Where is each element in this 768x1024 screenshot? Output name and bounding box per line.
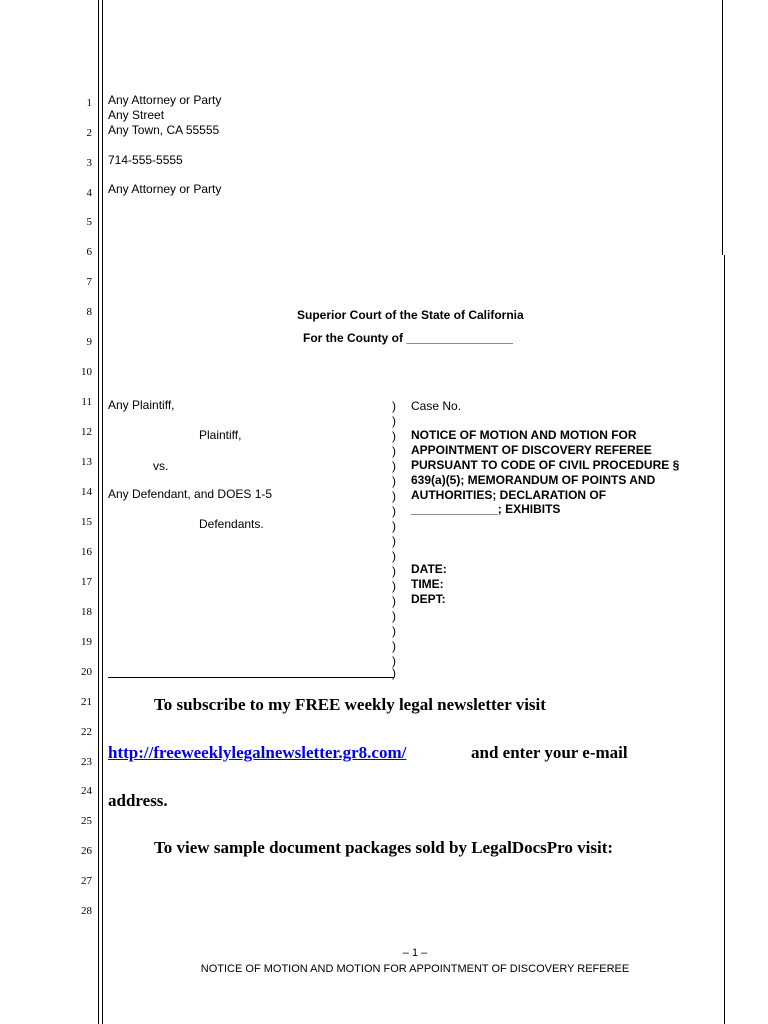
line-number: 6 bbox=[86, 246, 92, 258]
address-text: address. bbox=[108, 791, 168, 810]
line-number: 18 bbox=[81, 606, 92, 618]
line-number: 16 bbox=[81, 546, 92, 558]
court-name: Superior Court of the State of California bbox=[297, 308, 524, 322]
caption-bottom-rule bbox=[108, 677, 394, 678]
footer-title: NOTICE OF MOTION AND MOTION FOR APPOINTMENT OF DISCOVERY REFEREE bbox=[200, 963, 630, 975]
line-number: 27 bbox=[81, 875, 92, 887]
caption-paren: ) bbox=[392, 609, 396, 623]
plaintiff-label: Plaintiff, bbox=[199, 428, 242, 442]
caption-paren: ) bbox=[392, 474, 396, 488]
enter-email-text: and enter your e-mail bbox=[471, 743, 628, 762]
subscribe-text: To subscribe to my FREE weekly legal newsletter visit bbox=[154, 695, 546, 714]
caption-paren: ) bbox=[392, 534, 396, 548]
line-number: 15 bbox=[81, 516, 92, 528]
left-margin-rule-inner bbox=[102, 0, 103, 1024]
line-number: 19 bbox=[81, 636, 92, 648]
caption-paren: ) bbox=[392, 594, 396, 608]
caption-paren: ) bbox=[392, 654, 396, 668]
line-number: 11 bbox=[81, 396, 92, 408]
line-number: 3 bbox=[86, 157, 92, 169]
caption-paren: ) bbox=[392, 564, 396, 578]
newsletter-link[interactable]: http://freeweeklylegalnewsletter.gr8.com/ bbox=[108, 743, 407, 762]
line-number: 10 bbox=[81, 366, 92, 378]
hearing-time-label: TIME: bbox=[411, 577, 444, 591]
motion-title-line: APPOINTMENT OF DISCOVERY REFEREE bbox=[411, 443, 652, 457]
motion-title-line: AUTHORITIES; DECLARATION OF bbox=[411, 488, 607, 502]
motion-title-line: NOTICE OF MOTION AND MOTION FOR bbox=[411, 428, 637, 442]
right-margin-rule-top bbox=[722, 0, 723, 255]
hearing-dept-label: DEPT: bbox=[411, 592, 446, 606]
line-number: 28 bbox=[81, 905, 92, 917]
page-number: – 1 – bbox=[402, 947, 428, 959]
attorney-for: Any Attorney or Party bbox=[108, 182, 222, 196]
caption-paren: ) bbox=[392, 579, 396, 593]
line-number: 23 bbox=[81, 756, 92, 768]
attorney-phone: 714-555-5555 bbox=[108, 153, 183, 167]
court-county: For the County of ________________ bbox=[303, 331, 514, 345]
line-number: 5 bbox=[86, 216, 92, 228]
view-samples-text: To view sample document packages sold by LegalDocsPro visit: bbox=[154, 838, 614, 857]
caption-paren: ) bbox=[392, 639, 396, 653]
caption-paren: ) bbox=[392, 504, 396, 518]
caption-paren: ) bbox=[392, 459, 396, 473]
caption-paren: ) bbox=[392, 399, 396, 413]
line-number: 7 bbox=[86, 276, 92, 288]
caption-paren: ) bbox=[392, 489, 396, 503]
left-margin-rule-outer bbox=[98, 0, 99, 1024]
line-number: 12 bbox=[81, 426, 92, 438]
hearing-date-label: DATE: bbox=[411, 562, 447, 576]
attorney-name: Any Attorney or Party bbox=[108, 93, 222, 107]
caption-paren: ) bbox=[392, 624, 396, 638]
line-number: 8 bbox=[86, 306, 92, 318]
defendant-name: Any Defendant, and DOES 1-5 bbox=[108, 487, 273, 501]
line-number: 17 bbox=[81, 576, 92, 588]
line-number: 13 bbox=[81, 456, 92, 468]
line-number: 4 bbox=[86, 187, 92, 199]
line-number: 9 bbox=[86, 336, 92, 348]
case-number-label: Case No. bbox=[411, 399, 462, 413]
defendant-label: Defendants. bbox=[199, 517, 264, 531]
versus-label: vs. bbox=[153, 459, 169, 473]
motion-title-line: _____________; EXHIBITS bbox=[411, 502, 561, 516]
caption-paren: ) bbox=[392, 549, 396, 563]
line-number: 14 bbox=[81, 486, 92, 498]
caption-paren: ) bbox=[392, 414, 396, 428]
right-margin-rule bbox=[724, 255, 725, 1024]
line-number: 20 bbox=[81, 666, 92, 678]
motion-title-line: PURSUANT TO CODE OF CIVIL PROCEDURE § bbox=[411, 458, 680, 472]
caption-paren: ) bbox=[392, 666, 396, 680]
line-number: 22 bbox=[81, 726, 92, 738]
motion-title-line: 639(a)(5); MEMORANDUM OF POINTS AND bbox=[411, 473, 656, 487]
caption-paren: ) bbox=[392, 444, 396, 458]
attorney-city: Any Town, CA 55555 bbox=[108, 123, 220, 137]
line-number: 26 bbox=[81, 845, 92, 857]
line-number: 1 bbox=[86, 97, 92, 109]
plaintiff-name: Any Plaintiff, bbox=[108, 398, 175, 412]
attorney-street: Any Street bbox=[108, 108, 165, 122]
line-number: 21 bbox=[81, 696, 92, 708]
caption-paren: ) bbox=[392, 429, 396, 443]
line-number: 25 bbox=[81, 815, 92, 827]
line-number: 2 bbox=[86, 127, 92, 139]
caption-paren: ) bbox=[392, 519, 396, 533]
line-number: 24 bbox=[81, 785, 92, 797]
